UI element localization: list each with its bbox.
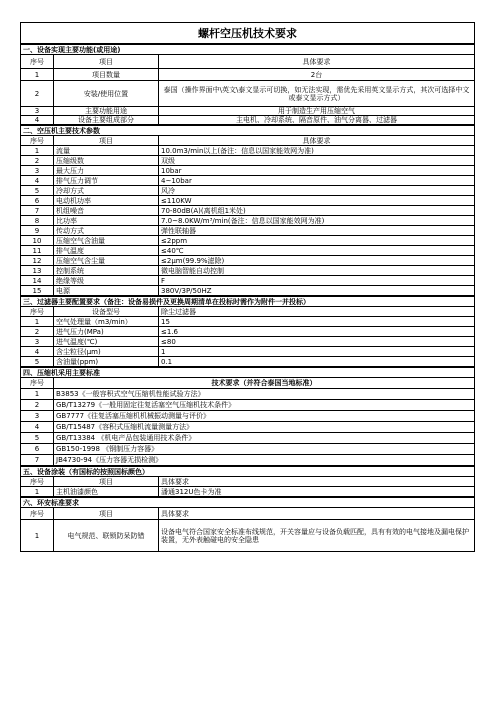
table-cell: 5 (21, 186, 54, 196)
table-cell: 潘通312U色卡为准 (159, 487, 475, 497)
table-cell: 1 (21, 487, 54, 497)
section-1-table (20, 44, 475, 125)
col-header-item: 项目 (54, 55, 159, 69)
table-cell: 电动机功率 (54, 196, 159, 206)
table-cell: 绝缘等级 (54, 276, 159, 286)
section-3-table (20, 296, 475, 367)
table-cell: 6 (21, 196, 54, 206)
table-cell: 2 (21, 156, 54, 166)
table-cell: 14 (21, 276, 54, 286)
table-cell: 压缩级数 (54, 156, 159, 166)
table-cell: 空气处理量（m3/min） (54, 317, 159, 327)
table-cell: 1 (21, 520, 54, 552)
section-6-heading: 六、环安标准要求 (21, 498, 475, 508)
section-4-heading: 四、压缩机采用主要标准 (21, 368, 475, 378)
col-header-requirement: 具体要求 (159, 508, 475, 520)
table-cell: F (159, 276, 475, 286)
table-cell: ≤40℃ (159, 246, 475, 256)
table-cell: 0.1 (159, 357, 475, 367)
table-cell: 2 (21, 81, 54, 107)
col-header-tech-requirement: 技术要求（并符合泰国当地标准） (54, 378, 475, 389)
table-cell: 13 (21, 266, 54, 276)
table-cell: GB/T13279《一般用固定往复活塞空气压缩机技术条件》 (54, 400, 475, 411)
table-cell: 含油量(ppm) (54, 357, 159, 367)
table-cell: 1 (159, 347, 475, 357)
table-cell: 机组噪音 (54, 206, 159, 216)
table-cell: GB150-1998 《钢制压力容器》 (54, 444, 475, 455)
col-header-index: 序号 (21, 508, 54, 520)
table-cell: 7 (21, 206, 54, 216)
table-cell: 排气压力调节 (54, 176, 159, 186)
col-header-index: 序号 (21, 307, 54, 317)
table-cell: 主要功能用途 (54, 107, 159, 116)
col-header-requirement: 具体要求 (159, 136, 475, 146)
table-cell: GB7777《往复活塞压缩机机械振动测量与评价》 (54, 411, 475, 422)
section-5-table (20, 466, 475, 497)
table-cell: 压缩空气含尘量 (54, 256, 159, 266)
table-cell: 压缩空气含油量 (54, 236, 159, 246)
table-cell: 冷却方式 (54, 186, 159, 196)
spec-sheet (20, 22, 475, 552)
table-cell: 排气温度 (54, 246, 159, 256)
table-cell: 最大压力 (54, 166, 159, 176)
col-header-item: 项目 (54, 477, 159, 487)
table-cell: 泰国（操作界面中\英文\泰文显示可切换，如无法实现，需优先采用英文显示方式，其次可选择中文或泰文显示方式） (159, 81, 475, 107)
table-cell: 项目数量 (54, 69, 159, 81)
table-cell: 8 (21, 216, 54, 226)
table-cell: 电气规范、联锁防呆防错 (54, 520, 159, 552)
col-header-filter: 除尘过滤器 (159, 307, 475, 317)
table-cell: 1 (21, 146, 54, 156)
table-cell: 用于制造生产用压缩空气 (159, 107, 475, 116)
col-header-model: 设备型号 (54, 307, 159, 317)
table-cell: 7.0~8.0KW/m³/min(备注：信息以国家能效网为准) (159, 216, 475, 226)
table-cell: 流量 (54, 146, 159, 156)
table-cell: 10 (21, 236, 54, 246)
table-cell: 70-80dB(A)(离机组1米处) (159, 206, 475, 216)
table-cell: 2台 (159, 69, 475, 81)
section-6-table (20, 497, 475, 552)
table-cell: ≤1.6 (159, 327, 475, 337)
table-cell: 11 (21, 246, 54, 256)
col-header-index: 序号 (21, 477, 54, 487)
table-cell: 4 (21, 422, 54, 433)
table-cell: 4 (21, 116, 54, 125)
table-cell: 双级 (159, 156, 475, 166)
table-cell: 12 (21, 256, 54, 266)
table-cell: 主电机、冷却系统、隔音原件、油气分离器、过滤器 (159, 116, 475, 125)
table-cell: 15 (21, 286, 54, 296)
table-cell: 进气温度(℃) (54, 337, 159, 347)
table-cell: 微电脑智能自动控制 (159, 266, 475, 276)
table-cell: 传动方式 (54, 226, 159, 236)
table-cell: 10bar (159, 166, 475, 176)
table-cell: 5 (21, 433, 54, 444)
table-cell: 1 (21, 317, 54, 327)
table-cell: 设备主要组成部分 (54, 116, 159, 125)
table-cell: ≤2μm(99.9%滤除) (159, 256, 475, 266)
table-cell: 3 (21, 166, 54, 176)
section-5-heading: 五、设备涂装（有国标的按照国标颜色） (21, 467, 475, 477)
table-cell: 含尘粒径(μm) (54, 347, 159, 357)
table-cell: 6 (21, 444, 54, 455)
table-cell: 4 (21, 347, 54, 357)
table-cell: 3 (21, 107, 54, 116)
table-cell: 1 (21, 69, 54, 81)
table-cell: 主机油漆颜色 (54, 487, 159, 497)
table-cell: 9 (21, 226, 54, 236)
col-header-index: 序号 (21, 378, 54, 389)
table-cell: ≤2ppm (159, 236, 475, 246)
table-cell: 风冷 (159, 186, 475, 196)
table-cell: 2 (21, 327, 54, 337)
table-cell: 10.0m3/min以上(备注：信息以国家能效网为准) (159, 146, 475, 156)
col-header-index: 序号 (21, 136, 54, 146)
table-cell: ≤80 (159, 337, 475, 347)
table-cell: 电源 (54, 286, 159, 296)
table-cell: 1 (21, 389, 54, 400)
table-cell: 15 (159, 317, 475, 327)
section-2-table (20, 125, 475, 296)
section-3-heading: 三、过滤器主要配置要求（备注：设备易损件及更换周期清单在投标时需作为附件一并投标） (21, 297, 475, 307)
sheet-title: 螺杆空压机技术要求 (20, 22, 475, 44)
table-cell: GB/T13384 《机电产品包装通用技术条件》 (54, 433, 475, 444)
col-header-index: 序号 (21, 55, 54, 69)
table-cell: 比功率 (54, 216, 159, 226)
table-cell: ≤110KW (159, 196, 475, 206)
table-cell: 3 (21, 337, 54, 347)
table-cell: GB/T15487《容积式压缩机流量测量方法》 (54, 422, 475, 433)
section-2-heading: 二、空压机主要技术参数 (21, 126, 475, 136)
table-cell: 弹性联轴器 (159, 226, 475, 236)
table-cell: 380V/3P/50HZ (159, 286, 475, 296)
table-cell: 进气压力(MPa) (54, 327, 159, 337)
table-cell: 设备电气符合国家安全标准布线规范，开关容量应与设备负载匹配，具有有效的电气接地及漏电保护装置，无外表触碰电的安全隐患 (159, 520, 475, 552)
table-cell: 2 (21, 400, 54, 411)
table-cell: 7 (21, 455, 54, 466)
table-cell: 4~10bar (159, 176, 475, 186)
col-header-item: 项目 (54, 508, 159, 520)
table-cell: 控制系统 (54, 266, 159, 276)
section-4-table (20, 367, 475, 466)
table-cell: 5 (21, 357, 54, 367)
section-1-heading: 一、设备实现主要功能(或用途) (21, 45, 475, 55)
table-cell: 4 (21, 176, 54, 186)
table-cell: B3853《一般容积式空气压缩机性能试验方法》 (54, 389, 475, 400)
table-cell: 安装/使用位置 (54, 81, 159, 107)
table-cell: 3 (21, 411, 54, 422)
table-cell: JB4730-94《压力容器无损检测》 (54, 455, 475, 466)
col-header-requirement: 具体要求 (159, 477, 475, 487)
col-header-item: 项目 (54, 136, 159, 146)
col-header-requirement: 具体要求 (159, 55, 475, 69)
